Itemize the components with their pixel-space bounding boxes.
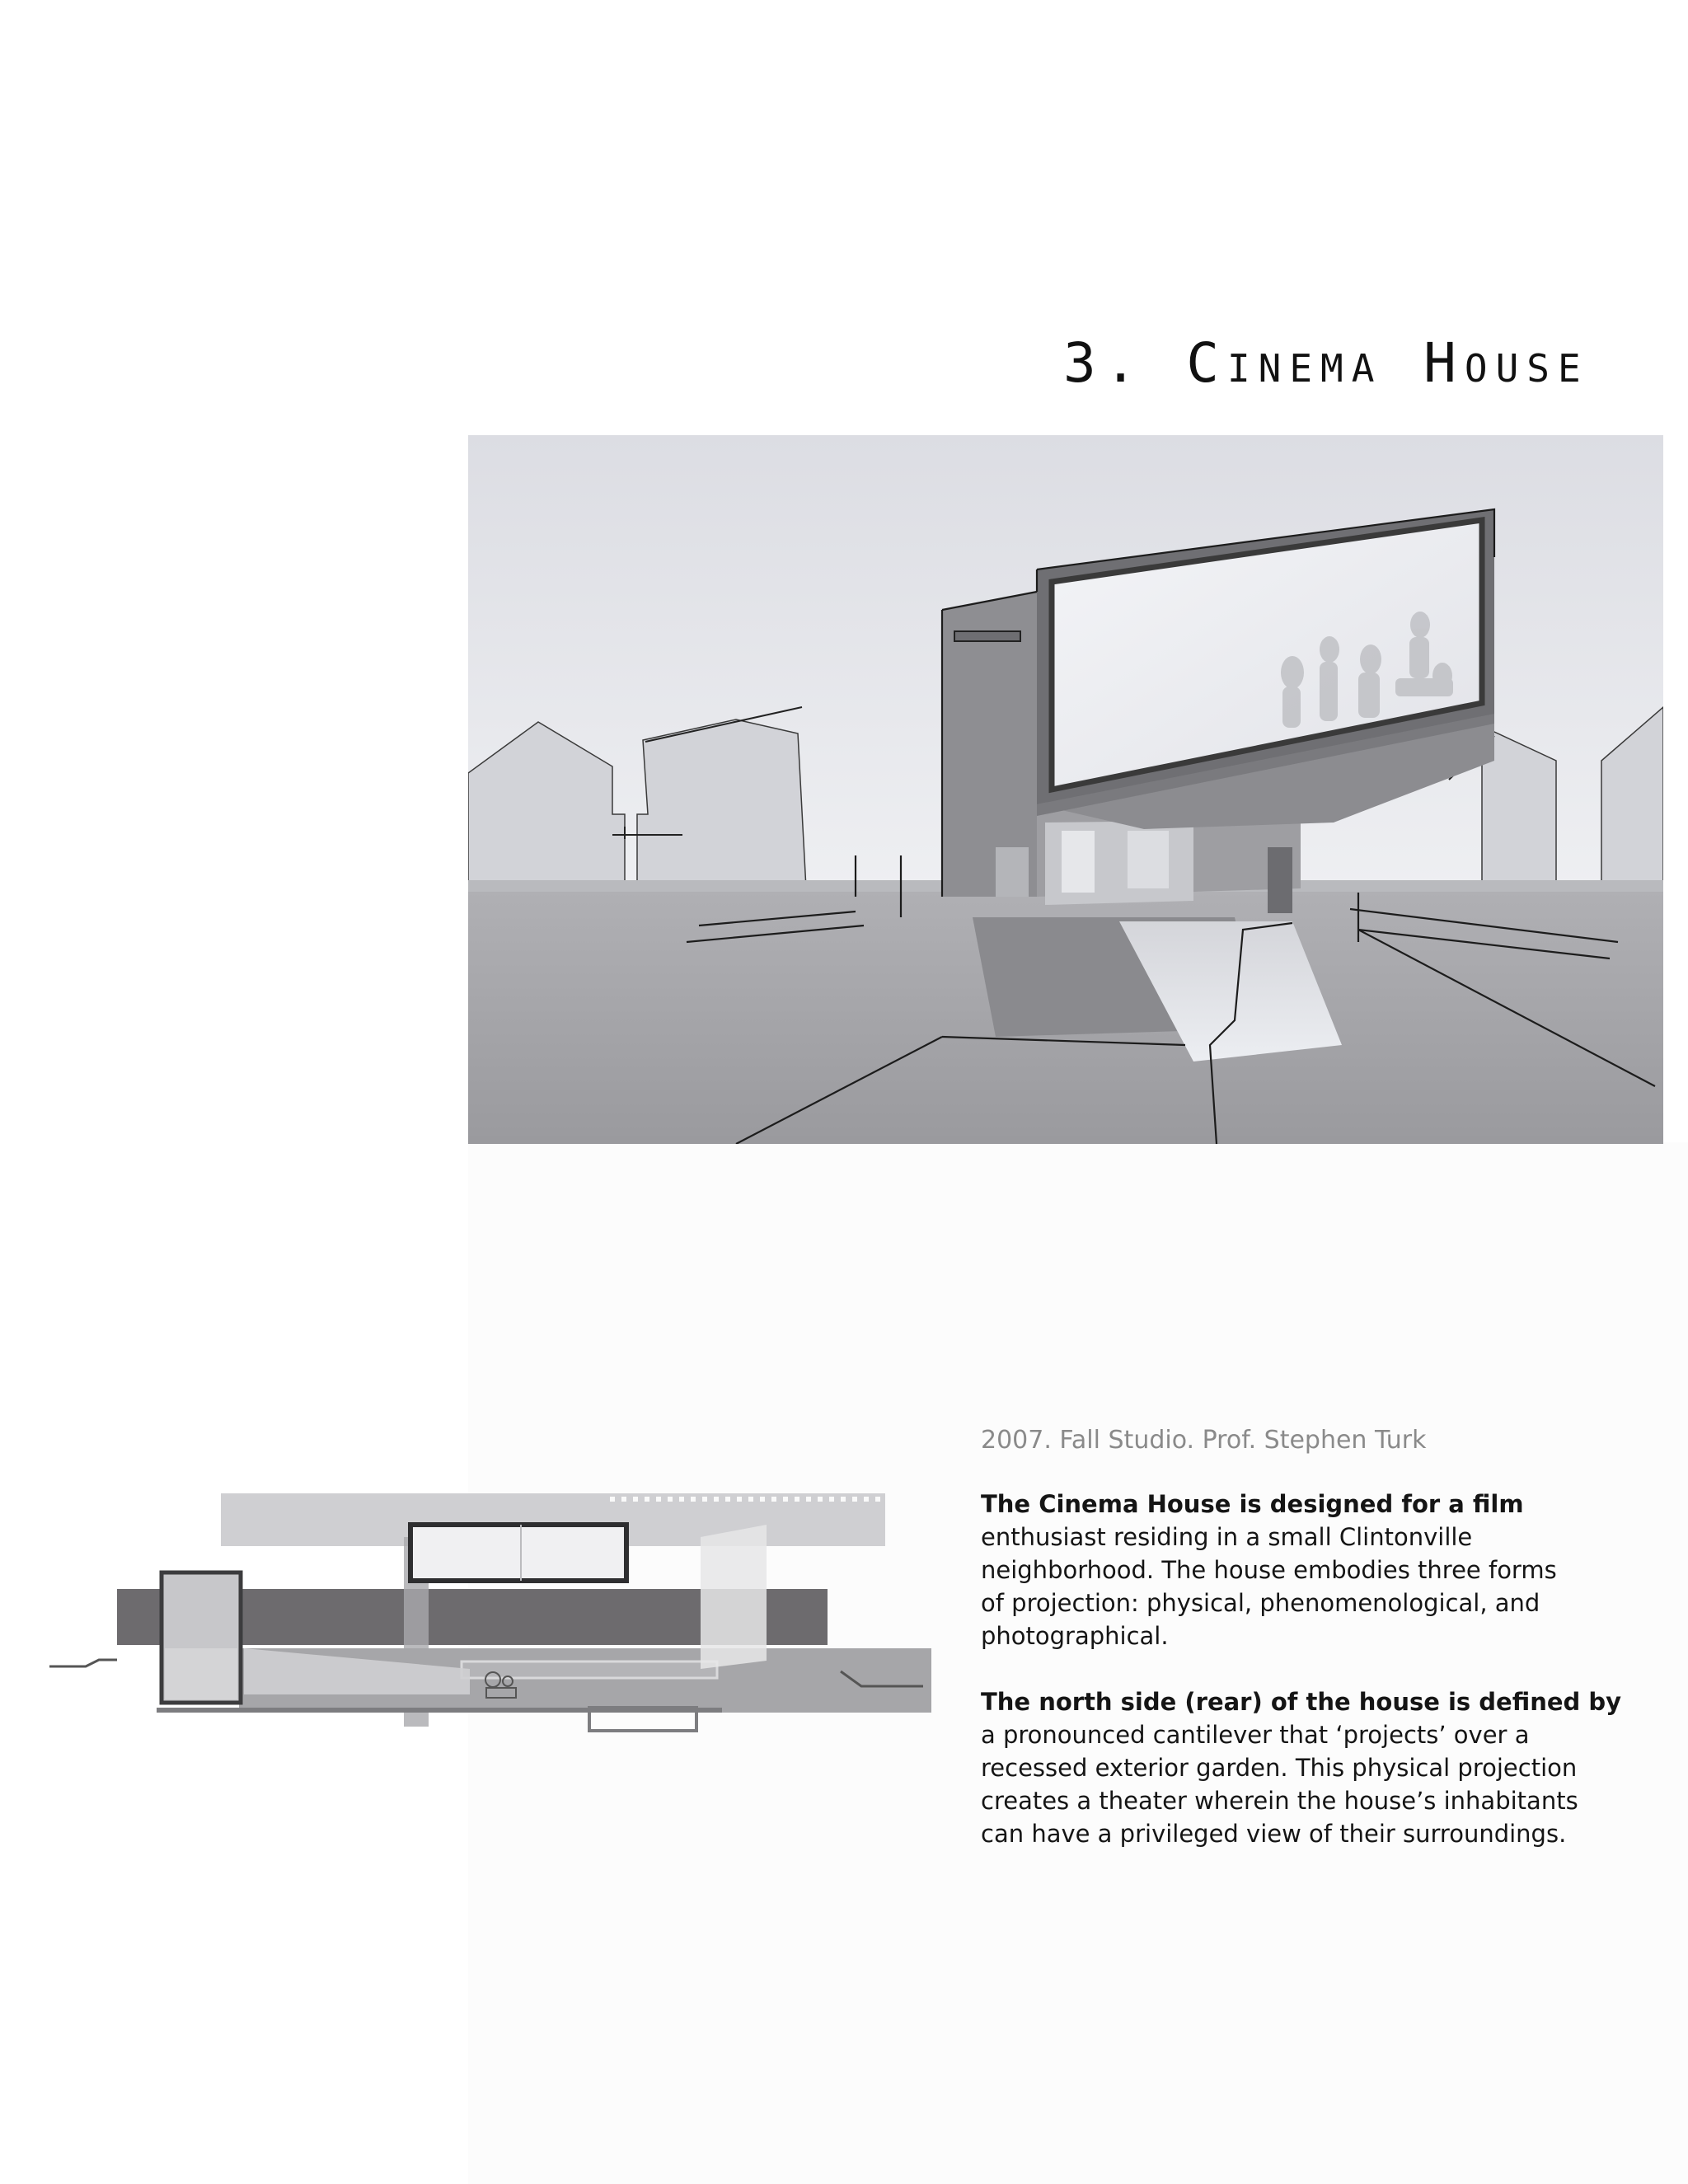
paragraph-2-line: can have a privileged view of their surroundings. — [981, 1820, 1567, 1848]
section-illustration — [49, 1492, 931, 1739]
building-section-drawing — [49, 1492, 931, 1739]
rendering-illustration — [468, 435, 1663, 1144]
paragraph-1-line: of projection: physical, phenomenological, and — [981, 1589, 1540, 1617]
perspective-rendering — [468, 435, 1663, 1144]
paragraph-2-lead: The north side (rear) of the house is defined by — [981, 1688, 1622, 1716]
page-title: 3. Cinema House — [1063, 331, 1589, 395]
description-paragraph-1 — [981, 1488, 1591, 1652]
paragraph-1-line: photographical. — [981, 1622, 1169, 1650]
paragraph-1-line: enthusiast residing in a small Clintonville — [981, 1523, 1473, 1551]
paragraph-1-line: neighborhood. The house embodies three forms — [981, 1556, 1557, 1584]
paragraph-2-line: recessed exterior garden. This physical projection — [981, 1754, 1578, 1782]
project-credit: 2007. Fall Studio. Prof. Stephen Turk — [981, 1426, 1427, 1455]
paragraph-2-line: a pronounced cantilever that ‘projects’ over a — [981, 1721, 1530, 1749]
paragraph-1-lead: The Cinema House is designed for a film — [981, 1490, 1524, 1518]
paragraph-2-line: creates a theater wherein the house’s inhabitants — [981, 1787, 1578, 1815]
project-description — [981, 1426, 1622, 1883]
description-paragraph-2 — [981, 1685, 1622, 1850]
